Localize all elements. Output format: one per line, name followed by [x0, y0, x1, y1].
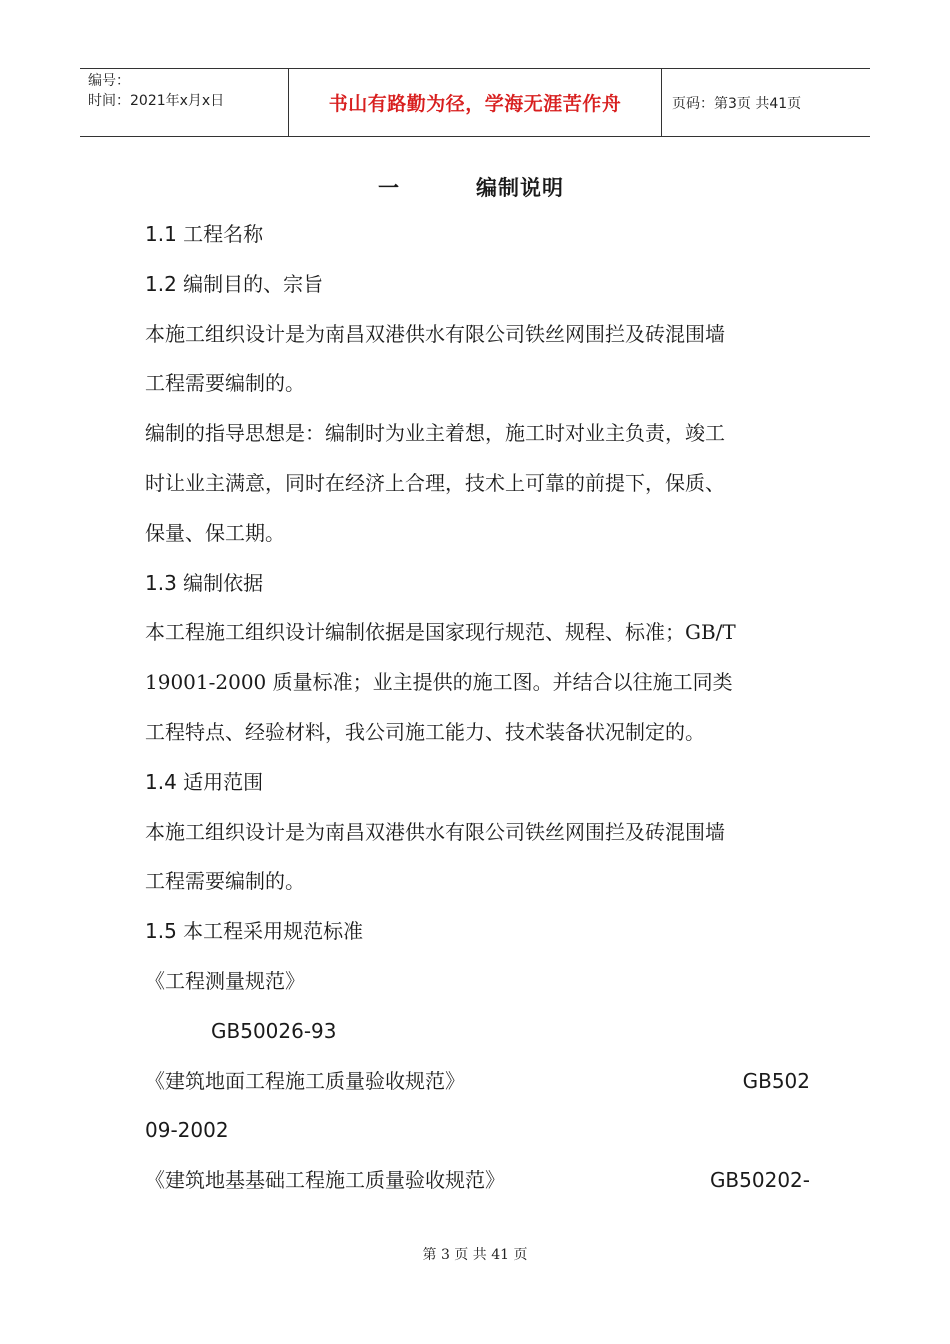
- paragraph-line: 本施工组织设计是为南昌双港供水有限公司铁丝网围拦及砖混围墙: [145, 819, 725, 844]
- document-body: [145, 210, 810, 1206]
- page-header: [80, 68, 870, 137]
- page-footer: 第 3 页 共 41 页: [422, 1247, 528, 1263]
- paragraph-line: 工程需要编制的。: [145, 869, 305, 894]
- section-title: [0, 168, 950, 204]
- standard-code: GB50202-: [709, 1168, 810, 1193]
- paragraph-line: 保量、保工期。: [145, 520, 285, 545]
- header-time-label: 时间：2021年x月x日: [88, 93, 225, 109]
- header-meta: [80, 69, 288, 136]
- standard-code: GB50026-93: [211, 1018, 337, 1043]
- header-motto-cell: [288, 69, 662, 136]
- paragraph-line: 工程特点、经验材料，我公司施工能力、技术装备状况制定的。: [145, 719, 705, 744]
- paragraph-line: 本工程施工组织设计编制依据是国家现行规范、规程、标准；GB/T: [145, 620, 736, 645]
- paragraph-line: 时让业主满意，同时在经济上合理，技术上可靠的前提下，保质、: [145, 470, 725, 495]
- standard-code: GB502: [742, 1068, 810, 1093]
- heading-1-1: 1.1 工程名称: [145, 222, 264, 246]
- standard-name: 《建筑地面工程施工质量验收规范》: [145, 1068, 465, 1093]
- paragraph-line: 工程需要编制的。: [145, 371, 305, 396]
- standard-row: [145, 1156, 810, 1206]
- heading-1-2: 1.2 编制目的、宗旨: [145, 271, 324, 296]
- section-title-text: 编制说明: [476, 176, 564, 200]
- paragraph-line: 19001-2000 质量标准；业主提供的施工图。并结合以往施工同类: [145, 670, 733, 695]
- heading-1-3: 1.3 编制依据: [145, 570, 264, 595]
- section-number: 一: [378, 176, 399, 200]
- heading-1-5: 1.5 本工程采用规范标准: [145, 919, 364, 944]
- header-motto: 书山有路勤为径，学海无涯苦作舟: [328, 93, 622, 115]
- paragraph-line: 编制的指导思想是：编制时为业主着想，施工时对业主负责，竣工: [145, 421, 725, 446]
- standard-row: [145, 1057, 810, 1107]
- paragraph-line: 本施工组织设计是为南昌双港供水有限公司铁丝网围拦及砖混围墙: [145, 321, 725, 346]
- heading-1-4: 1.4 适用范围: [145, 769, 264, 794]
- header-number-label: 编号：: [88, 73, 130, 89]
- standard-name: 《建筑地基基础工程施工质量验收规范》: [145, 1168, 505, 1193]
- header-page-info: 页码：第3页 共41页: [672, 95, 802, 112]
- standard-name: 《工程测量规范》: [145, 968, 305, 993]
- standard-code-continued: 09-2002: [145, 1118, 229, 1143]
